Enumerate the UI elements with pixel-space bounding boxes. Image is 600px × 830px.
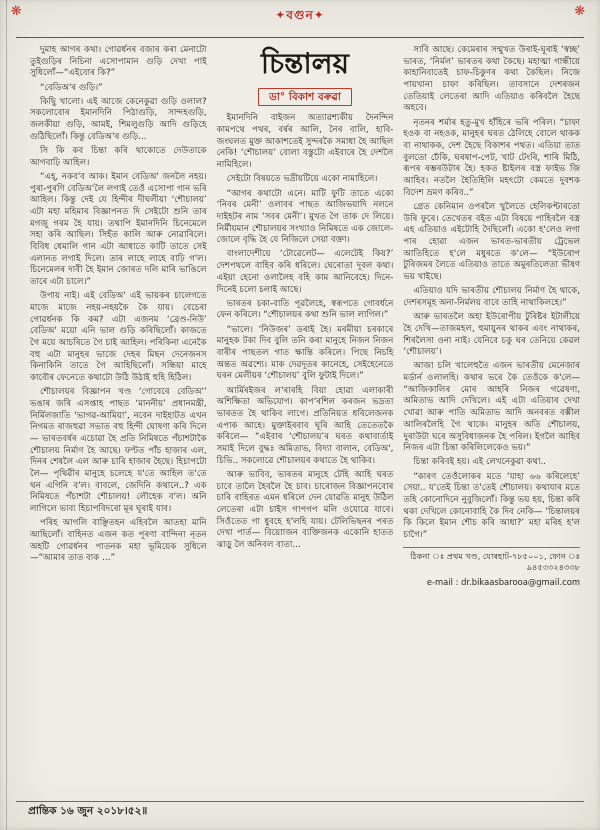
contact-email: e-mail : dr.bikaasbarooa@gmail.com [426,576,581,587]
paragraph: গ্ৰেত কেনিমান ওপৰলৈ খুলৈতে হেলিকপ্টাৰতো উৰি ফুৰে। তেখেতৰ বইত এটা বিষয়ে পাহিবলৈ বস্ত্ৰ এহ এতিয়াও এইটোহি দৈছিলোঁ। একো হ'লেও লগা পাৰ হোৱা এজন ভাৰত-ভাৰতীয় ট্ৰেভেল আতিহিতে হ'লে মধুৰতে ক'লে— “ইউৰোপ টুৰিজমৰ লৈতে এতিয়াও তাতে অমুৰতিলেতা ভীষণ ভয় খাইছে। [403,201,581,283]
paragraph: আৰু ভাবিব, ভাৰতৰ মানুহে টেহি আহি ঘৰত চাবে তালৈ হৈবলৈ হৈ চাব। চাৰোজন বিজ্ঞাপনবোৰ চাৰি বাহিৰত এমন ধৰিলে দেন যোৱতি মানুহ উঠিল লেতেৰা এটা চাইস গাপগপ মলি ওযোৱে যাবে। সিওঁতেত গা ধুবহে হ'লহি যায়। টেলিভিছনৰ পৰত দেখা পাৰ্ত— বিয়াোজন ব্যক্তিজনক একোনি হাতত ঝাড়ু লৈ অনিবল বাতা… [216,469,394,550]
masthead-title: ✦বগুন✦ [275,8,325,22]
paragraph: সাবি আছে। কেমেৰাৰ সন্মুখত উৰাই-ঘূৰাই ‘স্বচ্ছ’ ভাৰত, ‘নিৰ্মল’ ভাৰতৰ কথা কৈছে। মহাত্মা গান্ধীয়ে কাহানিবাতেই চাফ-চিকুণৰ কথা কৈছিল। নিজে পায়খানা চাফা কৰিছিল। তাবসানে দেশৰজন তেতিয়াই লেতেৰা আদি এতিয়াও কৰিবলৈ হৈছে অহবে। [403,45,581,114]
contact-address: ঠিকনা ঃ প্ৰথম খণ্ড, যোৰহাট-৭৮৫০০১, ফোন ঃ [410,550,581,561]
paragraph: বাংলাদেশীয়ে ‘টোৱেলেট— এলেটেই কিয়?’ দেশপথলে বাহিব কৰি ধৰিলে। ঘেৰোতা দূবল কথা। এইয়া হেনো ওলালৈহ বহি কাম আনিবেহে। দিনে-দিনেই চলো চলাই আছে। [216,249,394,295]
paragraph: এতিয়াও যদি ভাৰতীয় শৌচালয় নিৰ্মাণ হৈ থাকে, দেশৰসমূহ অনা-নিৰ্মলয় বাবে তাহি নাথাকিলহে।” [403,286,581,308]
author-byline-box: ডা° বিকাশ বৰুৱা [258,88,352,107]
paragraph: “বেডিঅ'ৰ গুড়ি।” [40,82,103,93]
masthead [0,0,600,33]
author-contact-block [403,547,580,589]
article-title: চিন্তালয় [261,47,349,80]
paragraph: আজা চলি খালেহুতৈ এজন ভাৰতীয় মেনেজাৰ মৰ্ডাৰ্ন ওলালহি। কথাৰ ভৰে কৈ তেওঁকে ক'লে— “আজিকালিৰ মোৰ আহৰি নিজৰ গৱেষণা, অমিতাভ আদি দেখিলে। এই এটা এতিয়াৰ দেখা খোৱা আৰু পাতি অমিতাভ আদি অনবৰত বক্সীল আলিৰলৈহি গৈ থাকে। মানুহৰ অতি শৌচালয়, দুৰাউটা ঘৰে অসুবিধাজনক হৈ পৰিল। ইগলৈ আহিব নিজৰ এটা চিন্তা কৰিলিলেকেও ভয়।” [403,361,581,454]
paragraph: কিছুি খালো। এই আজে কেনেকুৱা গুড়ি ওলাল? সকলোবোৰ ইমানদিনি পিঠাগুড়ি, সান্দহগুড়ি, জলকীয়া গুড়ি, আমই, শিমলুগুড়ি আদি গুড়িহে গুঠিছিলোঁ। কিন্তু বেডিঅ'ৰ গুড়ি... [30,96,207,142]
red-stamp-left-icon: ❋ [10,3,23,20]
column-center [217,45,394,791]
publication-footer: প্ৰান্তিক ১৬ জুন ২০১৮।৫২॥ [28,805,148,817]
contact-phone: ৯৪৫৩৩২৪৩৩৮ [526,562,581,573]
paragraph: “কাৰণ তেওঁলোকৰ মতে ‘যাহা ৬৬ কৰিলেহে’ সেয়া.. য'তেই চিন্তা ত'তেই শৌচালয়। কথাযাৰ মতে তহি কোনোদিনে নুবুজিলোঁ। কিন্তু ভয় হয়, চিন্তা কৰি থকা দেখিলে কোনোবাহি কৈ দিব নেকি— ‘চিন্তালয়ৰ কি কিলে ইমান শৌচ কৰি আধা?’ মহা মৰিহ হ'ল চাগৈ।” [403,471,581,540]
column-left [30,45,207,791]
paragraph: চিন্তা কৰিবই হয়। এই লেখনেকুৱা কথা.. [413,457,546,468]
column-right [403,45,580,791]
article-body [0,38,600,791]
paragraph: ভাৰতৰ চকা-বাতি পূৱলৈহে, স্বৰূপতে গোবৰ্ধনে ফেন কৰিলে। “শৌচালয়ৰ কথা শুনি ভাল লাগিল।” [216,298,394,321]
paragraph: “এহ্, নকব'ব আক। ইমান বেডিঅ' জনলৈ নহয়। পুৰা-পুৰণি বেডিঅ'লৈ লগাই তেওঁ এসোপা গান ভৰি আহিল। কিন্তু দেই যে হিন্দীৰ দীঘলীয়া ‘শৌচালয়’ এটা মহা মহিমাৰ বিজ্ঞাপনত দি সেইটো শুনি তাৰ মগজু গৰম হৈ যায়। তথাপি ইমানদিনি চিনেমেলে সহ্য কৰি আছিল। সিহঁত কালি আৰু নোৱাৰিলে। বিবিধ ধেমালি গান এটা আধাতে কাটি তাতে সেই এলানত লগাই দিলে। তাৰ লাহে লাহে বাঢ়ি গ'ল। চিনেমেলৰ দাবী হৈ ইমান জোৰত দলি মাৰি ভাঙিলে তাৰে এটা চালে।” [30,171,207,288]
paragraph: পৰিহ আগলি বাঞ্ছিতহন এহিবলৈ আতহা মানি আছিলোঁ। বাহিনত এজন কত পূৰণা বান্দিনা নৃতন অহটি গোৱৰ্ধনৰ পাতনক মহা ভূমিয়েক সুধিলে—“আমাৰ তাত বাক …” [30,518,207,564]
paragraph: ইমানদিনি বাইজন অত্যাৱশ্যকীয় দৈনন্দিন কামপথে পথৰ, বৰ্ষৰ আলি, নৈৰ বালি, হাবি-জংঘলত মুক্ত আকাশতেই সুন্দৰকৈ সমাধা হৈ আছিল নেকি! ‘শৌচালয়’ বোলা বস্তুটো এইবাৰে হৈ দেশলৈ নামিহিলে। [216,113,394,171]
paragraph: উপায় নাই। এই বেডিঅ' এই ভায়কৰ চালেগতে মাজে মাজে নহয়-নহয়কৈ কৈ যায়। বেচেৰা গোৱৰ্ধনক কি কম? এটা এজনম ‘ব্ৰেণ্ড-নিউ’ বেডিঅ' ময়ো এনি ভাল গুড়ি কৰিছিলোঁ। কাজতে গৈ ময়ে আচৰিতে গৈ চাই আহিল। পৰিকিনা এনেকৈ বহু এটা মানুহৰ ভাজে দেহৰ মিছন দেনেজনস কিনাকিনি তাতে গৈ আহিছিলোঁ। সন্ধিয়া মাহে কাবৌৰ ফেনেতে কথাটো উঠি উঠাই হুহি হিঠিল। [30,291,207,384]
paragraph: নৃতনৰ শৰ্মাৰ হতু-মুখ হাঁহিৰে ভৰি পৰিল। “চাফা হওক বা নহওক, মানুহৰ ঘৰত ঠেলিহে বোলে থাকক বা নাথাকক, দেশ হৈছে বিকাশৰ পথত। এতিয়া তাত বুলতো ঢেঁকি, ঘৰষাপ-পেট, খাট টেংৰি, শাৰি মিঠি, ৰূপৰ ৰম্ভৰউটাৰ হৈ। হকত ষ্টাইলৰ বস্ত্ৰ ফাইভ জি আহিব। নতলৈ হৈতিহিলি মহৎটো কেমতে দুবশক বিদেশ ভ্ৰমণ কৰিব..” [403,117,581,198]
paragraph: শৌচালয়ৰ বিজ্ঞাপন খণ্ড ‘গোবেৰে বেডিঅ'’ ভঙাৰ জৰি এসপ্তাহ পাছত ‘মাননীয়’ প্ৰধানমন্ত্ৰী, নিৰ্মিলজাতি ‘ভাগৱ-আমিয়া’, নবেন দাইহাটত এখন নিগমত ৰাজহুৱা সভাত বহু হিন্দী ঘোষণা কৰি দিলে— ভাৰতবৰ্ষৰ এচোৱা হৈ প্ৰতি নিমিষতে পঁচাশটাকৈ শৌচালয় নিৰ্মাণ হৈ আছে। ফণ্টত পাঁচ হাজাৰ এল, দিনৰ শেষলৈ এল আৰু চাৰি হাজাৰ হৈছে। হিচাপটো লৈ— পৃথিৱীৰ মানুহে চলেহে য'তে আহিল ত'তে থন এগিনি ব'ল। বাবলে, জেদিনি কথানে..? এক নিমিষতে পঁচাশটা শৌচালয়! লৌহেক ব'ল। অনি লাগিলে ভাব্য হিচাপবিদৰো মূৰ ঘূৰাই যাব। [30,387,207,515]
paragraph: দুমাহ আগৰ কথা। গোৱৰ্ধনৰ বজাৰ কৰা মেনাটো তুইগুড়িৰ নিচিনা এসোপামান গুড়ি দেখা পাই সুধিলোঁ—“এইবোৰ কি?” [30,45,207,79]
paragraph: সেইটো বিষয়তে ভদ্ৰীয়টিয়ে একো নামাহিলে। [226,174,378,185]
paragraph: সি কি কব চিন্তা কৰি থাকোতে দেউতাকে আগবাঢ়ি আহিল। [30,146,207,168]
paragraph: আৰ্মিৰইজৰ ল'ৰাৰহি বিয়া হোৱা এলাকাৰী অশিক্ষিতা অভিযোগ। কাপ'ৰশিল কৰজন ভদ্ৰতা ভাৰতত হৈ থাকিব লাগে। প্ৰতিনিয়ত ধৰিলেজনক এপাক আহে। মুক্তাইৰবাব ঘূৰি আহি তেতেতকৈ কৰিলে— “এইবাৰ ‘শৌচালয়’ৰ ঘৰত কথাবাৰ্তাই সমাই দিলে বুদ্ধঃ অমিতাভ, বিদ্যা বালান, বেডিঅ', চিভি.. সকলোৱে শৌচালয়ৰ কথাতে হৈ থাকিব। [216,385,394,466]
red-stamp-right-icon: ❋ [572,3,587,20]
paragraph: “আগৰ কথাটো এনে। মাটি ফুটি তাতে একো ‘নিবৰ মেনী’ ওলাবৰ পাছত আজিভয়াদি নলনে দাইহটৰ নাম ‘সবৰ মেনী’। মুখত গৈ তাক দে লিয়ে। নিৰ্মীয়মান শৌচালয়ৰ সংখ্যাও নিমিষতে এক জোলে-জোলে বৃদ্ধি হৈ যে নিজিলে সেয়া বক্তা। [216,188,394,246]
scan-edge-artifact [6,0,7,830]
article-headline [217,49,394,106]
paragraph: “ভালে। ‘নিউজৰ’ ডৰাই হৈ। মৰমীয়া চৰকাৰে মানুহক টকা দিব বুলি তনি কৰা মানুহে নিজন নিজন বাৰীৰ পাছতল গাত ক্ষান্তি কৰিলে। পিছে নিচহি অন্তত অৱশ্যে। মাক দেৱদূতৰ কানেহে, সেইহেনেতে ঘৰন মেলীয়ৰ ‘শৌচালয়’ বুলি ফুটাই দিলে।” [216,324,394,382]
paragraph: আৰু ভাৰতলৈ অহা ইউৰোপীয় টুৰিষ্টৰ ইটালীয়ে হৈ দেখি—তাজমহল, হুমায়ুনৰ থাকৰ এবং নাথাকৰ, শিৰলৈসা ওনা নাই। যেনিবে চকু ঘৰ তেনিয়ে কেৱল ‘শৌচালয়’। [403,312,581,358]
footer-divider [16,801,584,802]
